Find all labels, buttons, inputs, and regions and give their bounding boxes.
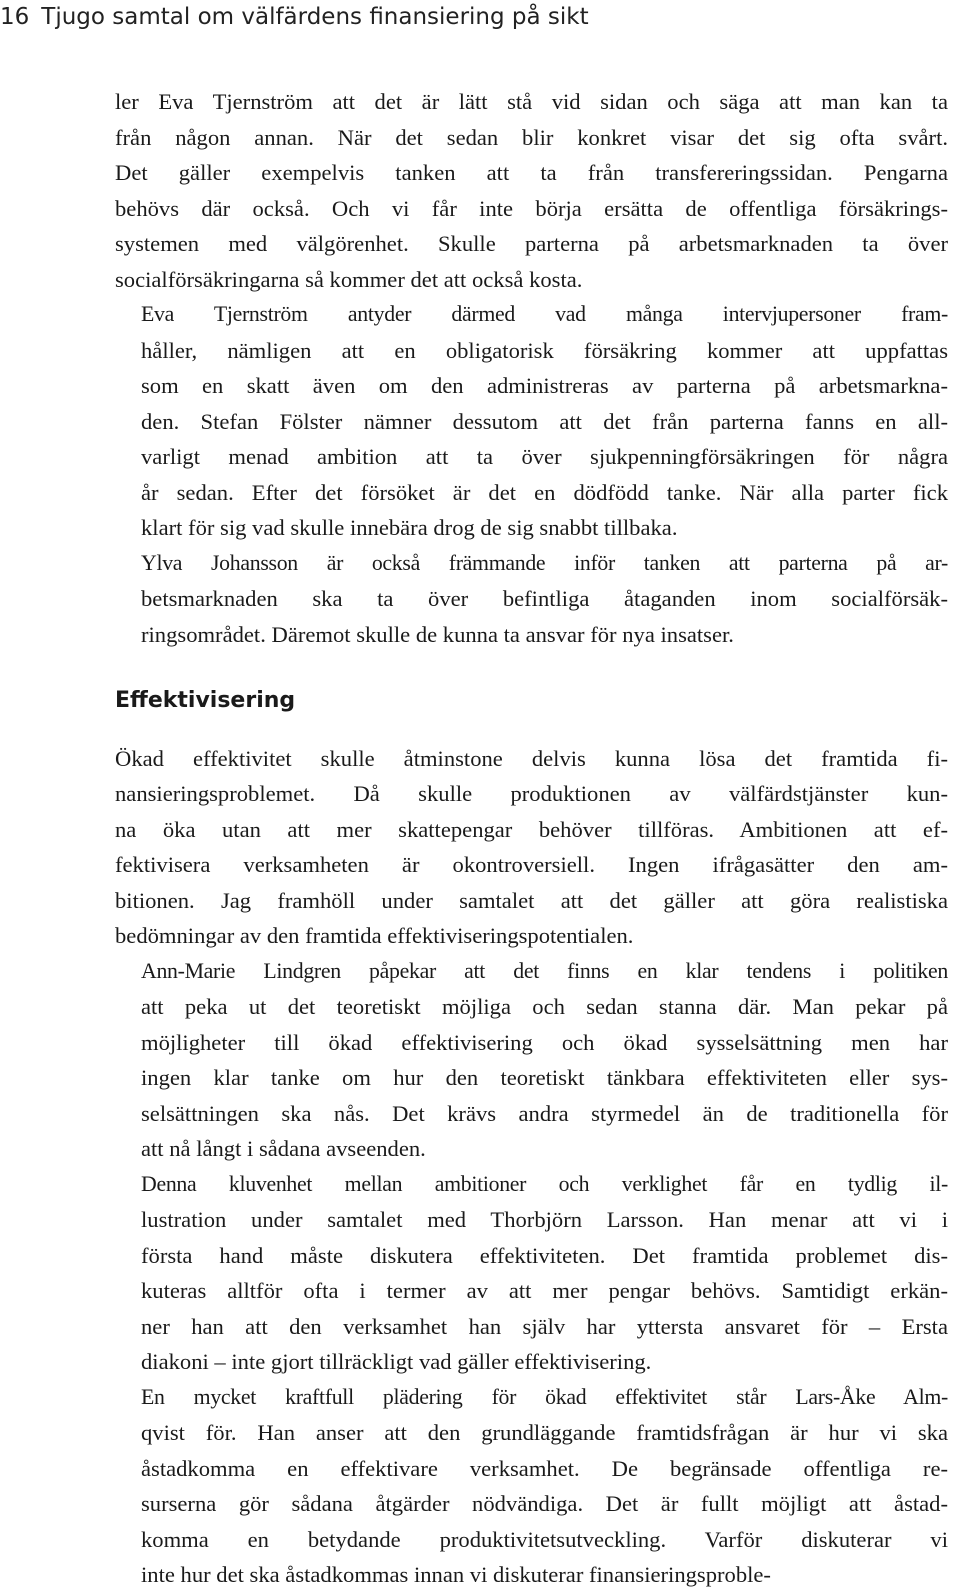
text-line: ler Eva Tjernström att det är lätt stå vid sidan och säga att man kan ta — [115, 89, 948, 114]
text-line: lustration under samtalet med Thorbjörn Larsson. Han menar att vi i — [141, 1207, 948, 1232]
text-line: som en skatt även om den administreras av parterna på arbetsmarkna- — [141, 373, 948, 398]
text-line: från någon annan. När det sedan blir konkret visar det sig ofta svårt. — [115, 124, 948, 150]
running-header — [0, 4, 589, 30]
text-line: qvist för. Han anser att den grundläggande framtidsfrågan är hur vi ska — [141, 1420, 948, 1445]
paragraph-group-bottom — [115, 741, 948, 1593]
text-line: varligt menad ambition att ta över sjukpenningförsäkringen för några — [141, 444, 948, 469]
text-line: Denna kluvenhet mellan ambitioner och verklighet får en tydlig il- — [141, 1171, 948, 1196]
text-line: bedömningar av den framtida effektiviseringspotentialen. — [115, 923, 634, 948]
text-line: diakoni – inte gjort tillräckligt vad gäller effektivisering. — [141, 1349, 652, 1374]
running-title: Tjugo samtal om välfärdens finansiering på sikt — [41, 4, 589, 30]
text-line: na öka utan att mer skattepengar behöver tillföras. Ambitionen att ef- — [115, 816, 948, 842]
text-line: Det gäller exempelvis tanken att ta från transfereringssidan. Pengarna — [115, 160, 948, 185]
text-line: håller, nämligen att en obligatorisk försäkring kommer att uppfattas — [141, 337, 948, 363]
text-line: Eva Tjernström antyder därmed vad många intervjupersoner fram- — [141, 302, 948, 326]
paragraph — [115, 297, 948, 546]
paragraph — [115, 1167, 948, 1380]
text-line: Ylva Johansson är också främmande inför tanken att parterna på ar- — [141, 550, 948, 575]
text-line: komma en betydande produktivitetsutveckling. Varför diskuterar vi — [141, 1526, 948, 1552]
text-line: socialförsäkringarna så kommer det att också kosta. — [115, 266, 583, 292]
body-text — [115, 84, 948, 1593]
text-line: fektivisera verksamheten är okontroversiell. Ingen ifrågasätter den am- — [115, 852, 948, 877]
text-line: ingen klar tanke om hur den teoretiskt tänkbara effektiviteten eller sys- — [141, 1065, 948, 1090]
paragraph — [115, 741, 948, 954]
text-line: åstadkomma en effektivare verksamhet. De begränsade offentliga re- — [141, 1455, 948, 1481]
text-line: surserna gör sådana åtgärder nödvändiga. Det är fullt möjligt att åstad- — [141, 1491, 948, 1516]
text-line: betsmarknaden ska ta över befintliga åtaganden inom socialförsäk- — [141, 586, 948, 611]
text-line: En mycket kraftfull plädering för ökad effektivitet står Lars-Åke Alm- — [141, 1384, 948, 1409]
text-line: klart för sig vad skulle innebära drog de sig snabbt tillbaka. — [141, 515, 678, 540]
text-line: Ökad effektivitet skulle åtminstone delvis kunna lösa det framtida fi- — [115, 745, 948, 771]
text-line: systemen med välgörenhet. Skulle parterna på arbetsmarknaden ta över — [115, 231, 948, 256]
text-line: ner han att den verksamhet han själv har yttersta ansvaret för – Ersta — [141, 1313, 948, 1339]
text-line: att peka ut det teoretiskt möjliga och sedan stanna där. Man pekar på — [141, 994, 948, 1019]
text-line: år sedan. Efter det försöket är det en dödfödd tanke. När alla parter fick — [141, 479, 948, 505]
paragraph-group-top — [115, 84, 948, 652]
text-line: behövs där också. Och vi får inte börja ersätta de offentliga försäkrings- — [115, 195, 948, 221]
text-line: möjligheter till ökad effektivisering och ökad sysselsättning men har — [141, 1029, 948, 1055]
text-line: nansieringsproblemet. Då skulle produktionen av välfärdstjänster kun- — [115, 781, 948, 806]
text-line: att nå långt i sådana avseenden. — [141, 1136, 426, 1161]
text-line: bitionen. Jag framhöll under samtalet att det gäller att göra realistiska — [115, 887, 948, 913]
text-line: ringsområdet. Däremot skulle de kunna ta ansvar för nya insatser. — [141, 621, 734, 647]
text-line: selsättningen ska nås. Det krävs andra styrmedel än de traditionella för — [141, 1100, 948, 1126]
text-line: första hand måste diskutera effektiviteten. Det framtida problemet dis- — [141, 1242, 948, 1268]
paragraph — [115, 1380, 948, 1593]
page-number: 16 — [0, 4, 30, 30]
section-heading: Effektivisering — [115, 688, 296, 713]
text-line: den. Stefan Fölster nämner dessutom att det från parterna fanns en all- — [141, 408, 948, 434]
text-line: kuteras alltför ofta i termer av att mer pengar behövs. Samtidigt erkän- — [141, 1278, 948, 1303]
text-line: inte hur det ska åstadkommas innan vi diskuterar finansieringsproble- — [141, 1562, 771, 1587]
text-line: Ann-Marie Lindgren påpekar att det finns en klar tendens i politiken — [141, 958, 948, 983]
paragraph — [115, 954, 948, 1167]
paragraph — [115, 84, 948, 297]
paragraph — [115, 546, 948, 653]
